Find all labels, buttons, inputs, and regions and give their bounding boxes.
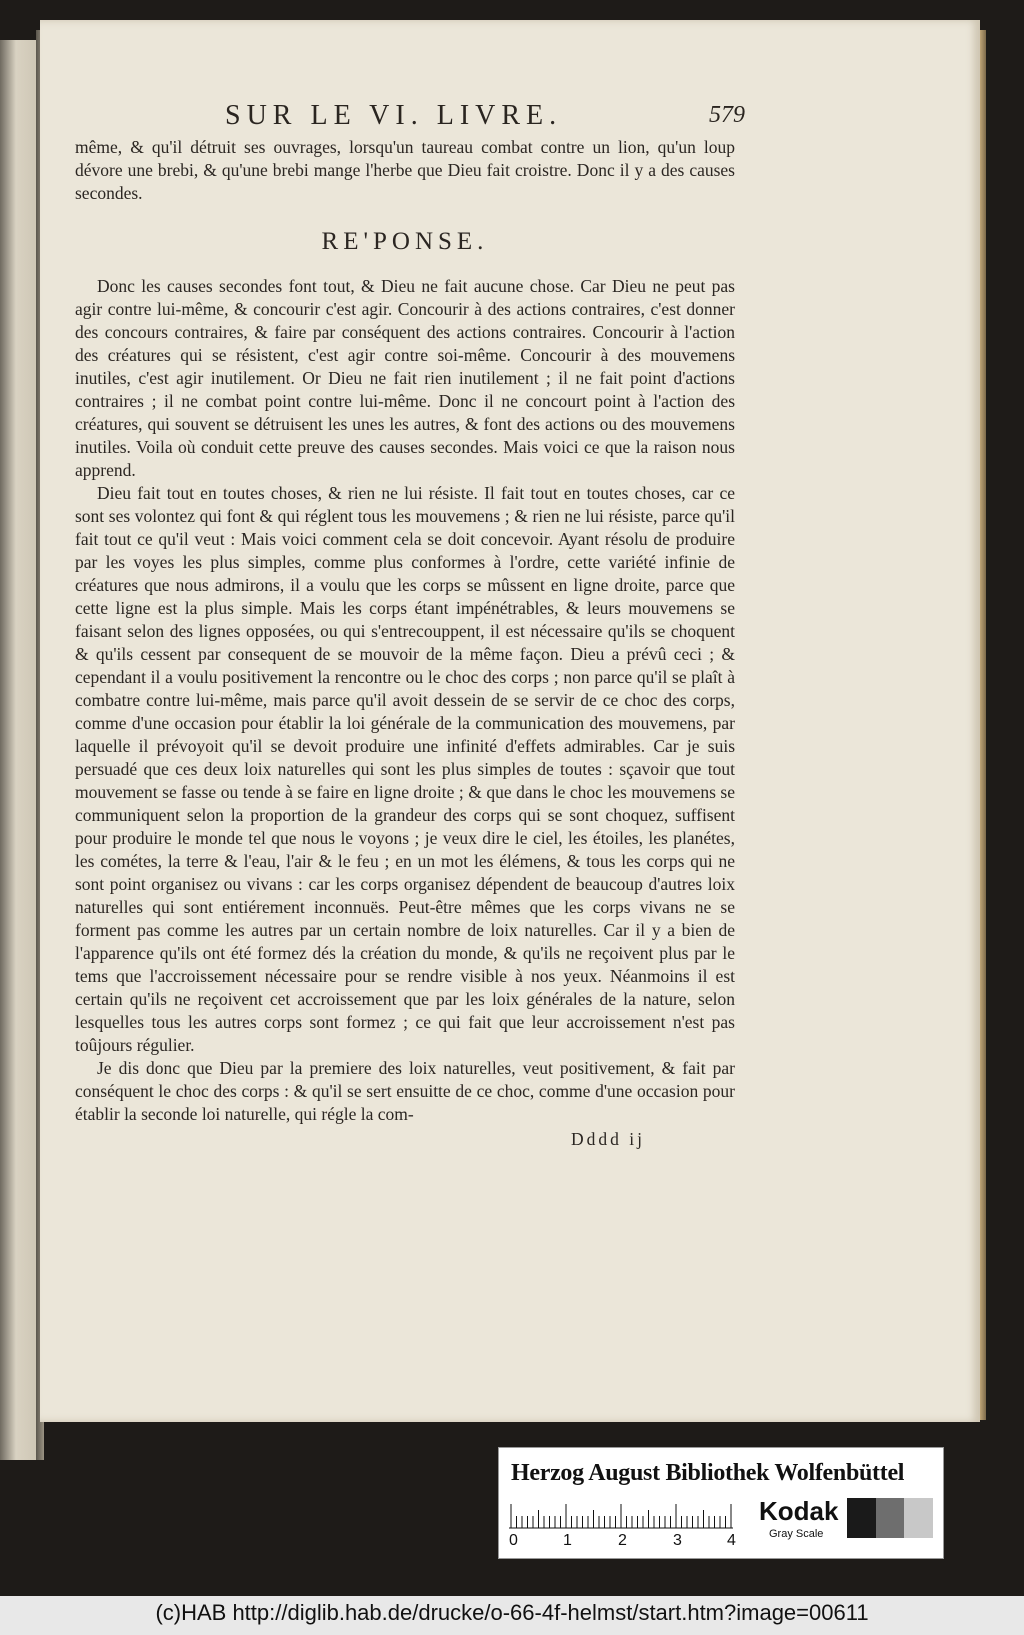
gray-patch (847, 1498, 876, 1538)
page-header (225, 100, 745, 136)
paragraph: Dieu fait tout en toutes choses, & rien ne lui résiste. Il fait tout en toutes choses, car ce sont ses volontez qui font & qui réglent tous les mouvemens ; & rien ne lui résiste, parce qu'il fait tout ce qu'il veut : Mais voici comment cela se doit concevoir. Ayant résolu de produire par les voyes les plus simples, comme plus conformes à l'ordre, cette variété infinie de créatures que nous admirons, il a voulu que les corps se mûssent en ligne droite, parce que cette ligne est la plus simple. Mais les corps étant impénétrables, & leurs mouvemens se faisant selon des lignes opposées, ou qui s'entrecouppent, il est nécessaire qu'ils se choquent & qu'ils cessent par consequent de se mouvoir de la même façon. Dieu a prévû ceci ; & cependant il a voulu positivement la rencontre ou le choc des corps ; non parce qu'il se plaît à combatre contre lui-même, mais parce qu'il avoit dessein de se servir de ce choc des corps, comme d'une occasion pour établir la loi générale de la communication des mouvemens, par laquelle il prévoyoit qu'il se devoit produire une infinité d'effets admirables. Car je suis persuadé que ces deux loix naturelles qui sont les plus simples de toutes : sçavoir que tout mouvement se fasse ou tende à se faire en ligne droite ; & que dans le choc les mouvemens se communiquent selon la proportion de la grandeur des corps qui se sont choquez, suffisent pour produire le monde tel que nous le voyons ; je veux dire le ciel, les étoiles, les planétes, les cométes, la terre & l'eau, l'air & le feu ; en un mot les élémens, & tous les corps qui ne sont point organisez ou vivans : car les corps organisez dépendent de beaucoup d'autres loix naturelles qui sont entiérement inconnuës. Peut-être mêmes que les corps vivans ne se forment pas comme les autres par un certain nombre de loix naturelles. Car il y a bien de l'apparence qu'ils ont été formez dés la création du monde, & qu'ils ne reçoivent plus par le tems que l'accroissement nécessaire pour se rendre visible à nos yeux. Néanmoins il est certain qu'ils ne reçoivent cet accroissement que par les loix générales de la nature, selon lesquelles tous les autres corps sont formez ; ce qui fait que leur accroissement n'est pas toûjours régulier. (75, 483, 735, 1055)
paragraph: Je dis donc que Dieu par la premiere des loix naturelles, veut positivement, & fait par conséquent le choc des corps : & qu'il se sert ensuitte de ce choc, comme d'une occasion pour établir la seconde loi naturelle, qui régle la com- (75, 1058, 735, 1124)
ruler-number: 3 (673, 1532, 682, 1549)
ruler-number: 2 (618, 1532, 627, 1549)
ruler-number: 1 (563, 1532, 572, 1549)
facing-page-edge (0, 40, 40, 1460)
copyright-url: (c)HAB http://diglib.hab.de/drucke/o-66-4f-helmst/start.htm?image=00611 (155, 1600, 869, 1625)
page-text (75, 136, 735, 1151)
gray-patch (876, 1498, 905, 1538)
library-name: Herzog August Bibliothek Wolfenbüttel (511, 1460, 905, 1486)
scale-ruler (509, 1500, 739, 1530)
gray-patch (904, 1498, 933, 1538)
ruler-number: 4 (727, 1532, 736, 1549)
kodak-logo: Kodak (759, 1496, 839, 1526)
section-heading: RE'PONSE. (321, 228, 489, 255)
gray-scale-label: Gray Scale (769, 1528, 824, 1540)
signature-mark: Dddd ij (571, 1129, 645, 1149)
footer-bar (0, 1596, 1024, 1635)
ruler-number: 0 (509, 1532, 518, 1549)
page-number: 579 (709, 102, 745, 128)
paragraph: Donc les causes secondes font tout, & Dieu ne fait aucune chose. Car Dieu ne peut pas agir contre lui-même, & concourir c'est agir. Concourir à des actions contraires, c'est donner des concours contraires, & faire par conséquent des actions contraires. Concourir à l'action des créatures qui se résistent, c'est agir contre soi-même. Concourir à des mouvemens inutiles, c'est agir inutilement. Or Dieu ne fait rien inutilement ; il ne fait point d'actions contraires ; il ne combat point contre lui-même. Donc il ne concourt point à l'action des créatures, qui souvent se détruisent les unes les autres, & font des actions ou des mouvemens inutiles. Voila où conduit cette preuve des causes secondes. Mais voici ce que la raison nous apprend. (75, 276, 735, 480)
ruler-numbers (509, 1532, 749, 1552)
library-color-card (498, 1447, 944, 1559)
gray-scale-patches (847, 1498, 933, 1538)
running-head: SUR LE VI. LIVRE. (225, 100, 563, 131)
opening-paragraph: même, & qu'il détruit ses ouvrages, lorsqu'un taureau combat contre un lion, qu'un loup dévore une brebi, & qu'une brebi mange l'herbe que Dieu fait croistre. Donc il y a des causes secondes. (75, 137, 735, 203)
